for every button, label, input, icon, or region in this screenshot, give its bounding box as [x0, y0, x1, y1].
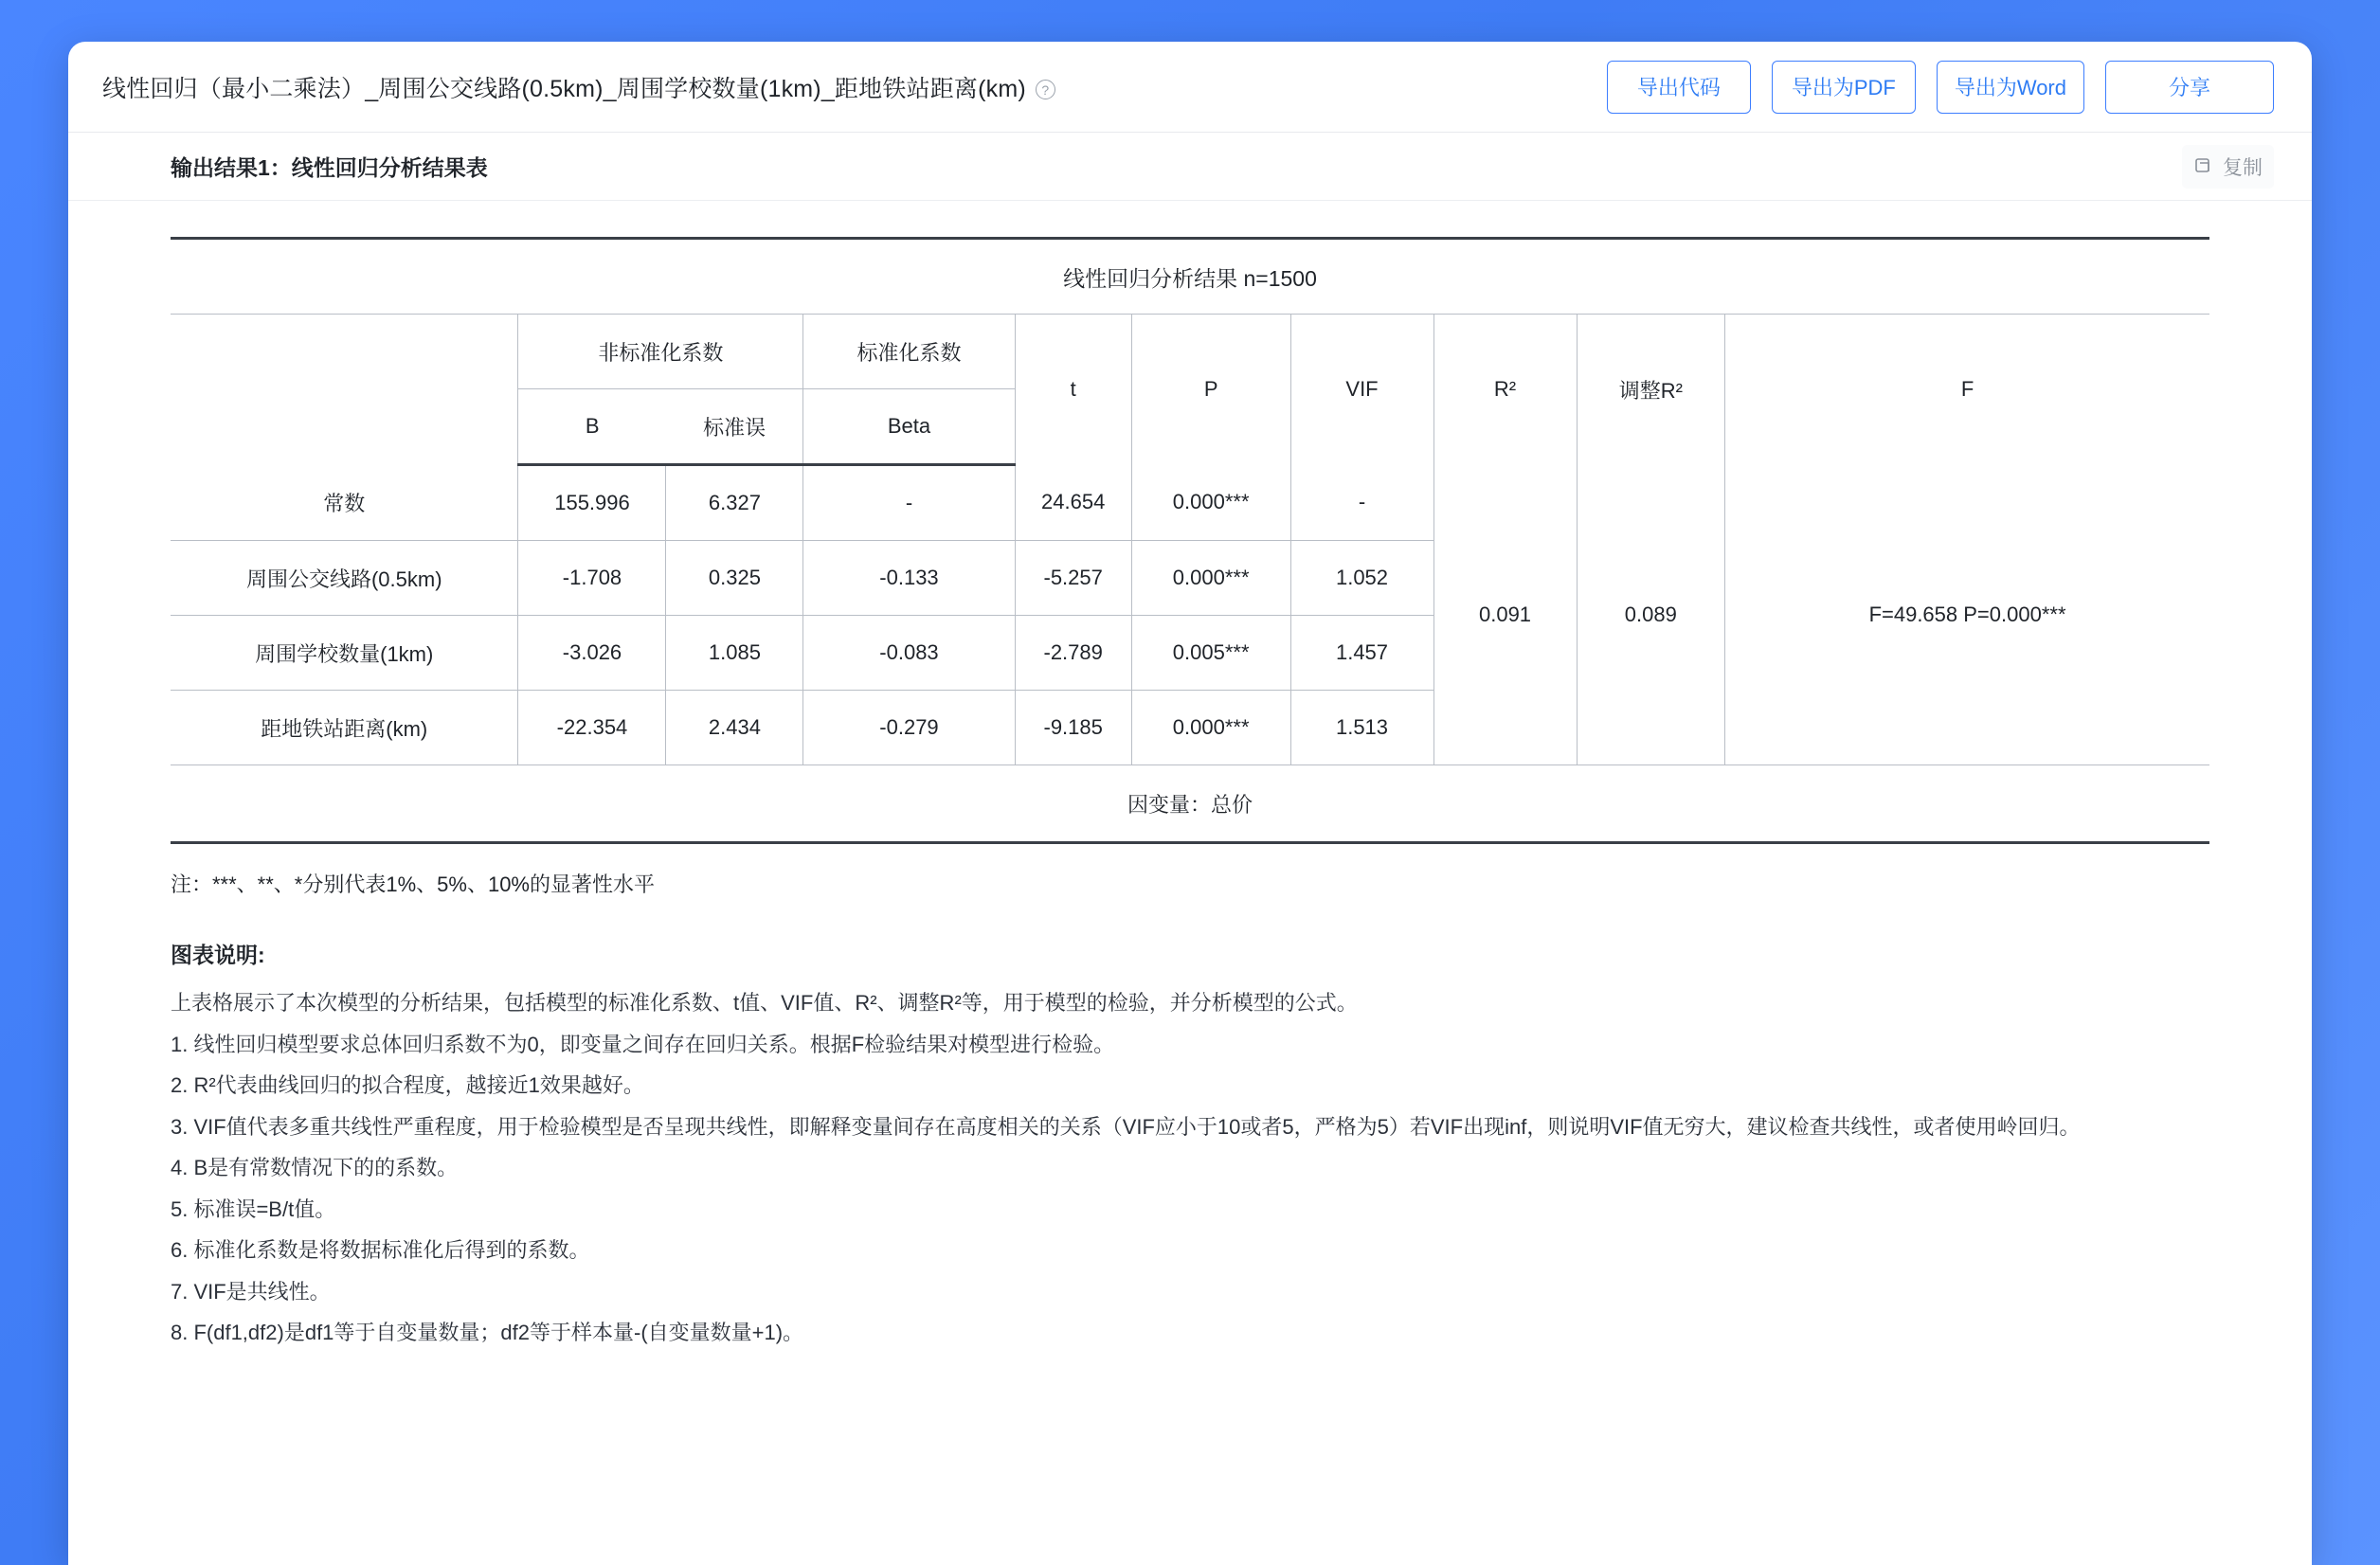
row-vif: 1.513	[1290, 691, 1433, 765]
row-beta: -0.083	[803, 616, 1015, 691]
row-beta: -0.133	[803, 541, 1015, 616]
copy-button[interactable]	[2182, 145, 2274, 189]
description-line: 7. VIF是共线性。	[171, 1279, 331, 1304]
row-label: 距地铁站距离(km)	[171, 691, 518, 765]
table-value-r2: 0.091	[1433, 465, 1577, 765]
row-se: 6.327	[666, 465, 803, 541]
row-label: 周围学校数量(1km)	[171, 616, 518, 691]
export-pdf-button[interactable]: 导出为PDF	[1772, 61, 1916, 114]
table-header-vif: VIF	[1290, 315, 1433, 465]
description-line: 8. F(df1,df2)是df1等于自变量数量；df2等于样本量-(自变量数量+1)。	[171, 1321, 804, 1345]
table-header-f: F	[1960, 377, 1974, 402]
share-button[interactable]: 分享	[2105, 61, 2274, 114]
page-title	[102, 70, 1055, 104]
table-row	[171, 465, 2209, 541]
description-line: 1. 线性回归模型要求总体回归系数不为0，即变量之间存在回归关系。根据F检验结果对模型进行检验。	[171, 1032, 1115, 1056]
export-word-button[interactable]: 导出为Word	[1937, 61, 2084, 114]
question-circle-icon[interactable]: ?	[1036, 80, 1055, 99]
row-beta: -0.279	[803, 691, 1015, 765]
result-table-wrap	[68, 201, 2312, 844]
table-header-p: P	[1131, 315, 1290, 465]
row-se: 1.085	[666, 616, 803, 691]
row-t: 24.654	[1015, 465, 1131, 541]
description-line: 上表格展示了本次模型的分析结果，包括模型的标准化系数、t值、VIF值、R²、调整R²等，用于模型的检验，并分析模型的公式。	[171, 991, 1358, 1016]
row-beta: -	[803, 465, 1015, 541]
export-code-button[interactable]: 导出代码	[1607, 61, 1751, 114]
row-b: 155.996	[518, 465, 666, 541]
row-b: -1.708	[518, 541, 666, 616]
row-label: 常数	[171, 465, 518, 541]
table-caption: 线性回归分析结果 n=1500	[171, 239, 2209, 315]
table-header-adj-r2: 调整R²	[1577, 315, 1725, 465]
regression-result-table	[171, 237, 2209, 844]
chart-description	[68, 898, 2312, 1352]
table-group-header-row	[171, 315, 2209, 389]
table-value-adj-r2: 0.089	[1577, 465, 1725, 765]
table-header-se: 标准误	[666, 389, 803, 465]
row-t: -9.185	[1015, 691, 1131, 765]
row-vif: 1.457	[1290, 616, 1433, 691]
table-caption-row	[171, 239, 2209, 315]
page-header	[68, 42, 2312, 133]
result-subheader	[68, 133, 2312, 201]
header-actions	[1607, 61, 2274, 114]
row-vif: -	[1290, 465, 1433, 541]
row-p: 0.000***	[1131, 691, 1290, 765]
significance-note: 注：***、**、*分别代表1%、5%、10%的显著性水平	[171, 872, 655, 896]
table-footer-row	[171, 765, 2209, 843]
table-header-b: B	[518, 389, 666, 465]
row-p: 0.005***	[1131, 616, 1290, 691]
result-section-title: 输出结果1：线性回归分析结果表	[171, 155, 488, 180]
table-header-unstandardized: 非标准化系数	[518, 315, 803, 389]
row-p: 0.000***	[1131, 541, 1290, 616]
row-label: 周围公交线路(0.5km)	[171, 541, 518, 616]
table-header-t: t	[1015, 315, 1131, 465]
row-se: 2.434	[666, 691, 803, 765]
table-header-r2: R²	[1433, 315, 1577, 465]
page-title-text: 线性回归（最小二乘法）_周围公交线路(0.5km)_周围学校数量(1km)_距地铁站距离(km)	[102, 75, 1026, 102]
chart-description-title: 图表说明:	[171, 943, 265, 967]
table-value-f: F=49.658 P=0.000***	[1725, 465, 2209, 765]
table-header-standardized: 标准化系数	[803, 315, 1015, 389]
description-line: 4. B是有常数情况下的的系数。	[171, 1156, 459, 1180]
table-footer: 因变量：总价	[171, 765, 2209, 843]
description-line: 2. R²代表曲线回归的拟合程度，越接近1效果越好。	[171, 1073, 644, 1098]
description-line: 6. 标准化系数是将数据标准化后得到的系数。	[171, 1238, 590, 1263]
row-se: 0.325	[666, 541, 803, 616]
row-t: -5.257	[1015, 541, 1131, 616]
row-b: -22.354	[518, 691, 666, 765]
row-b: -3.026	[518, 616, 666, 691]
table-header-blank	[171, 315, 518, 465]
copy-label: 复制	[2223, 156, 2263, 179]
row-vif: 1.052	[1290, 541, 1433, 616]
description-line: 5. 标准误=B/t值。	[171, 1196, 336, 1221]
row-t: -2.789	[1015, 616, 1131, 691]
description-line: 3. VIF值代表多重共线性严重程度，用于检验模型是否呈现共线性，即解释变量间存在高度相关的关系（VIF应小于10或者5，严格为5）若VIF出现inf，则说明VIF值无穷大，建议检查共线性，或者使用岭回归。	[171, 1114, 2081, 1139]
row-p: 0.000***	[1131, 465, 1290, 541]
copy-icon	[2193, 156, 2214, 177]
table-header-beta: Beta	[803, 389, 1015, 465]
result-card	[68, 42, 2312, 1565]
